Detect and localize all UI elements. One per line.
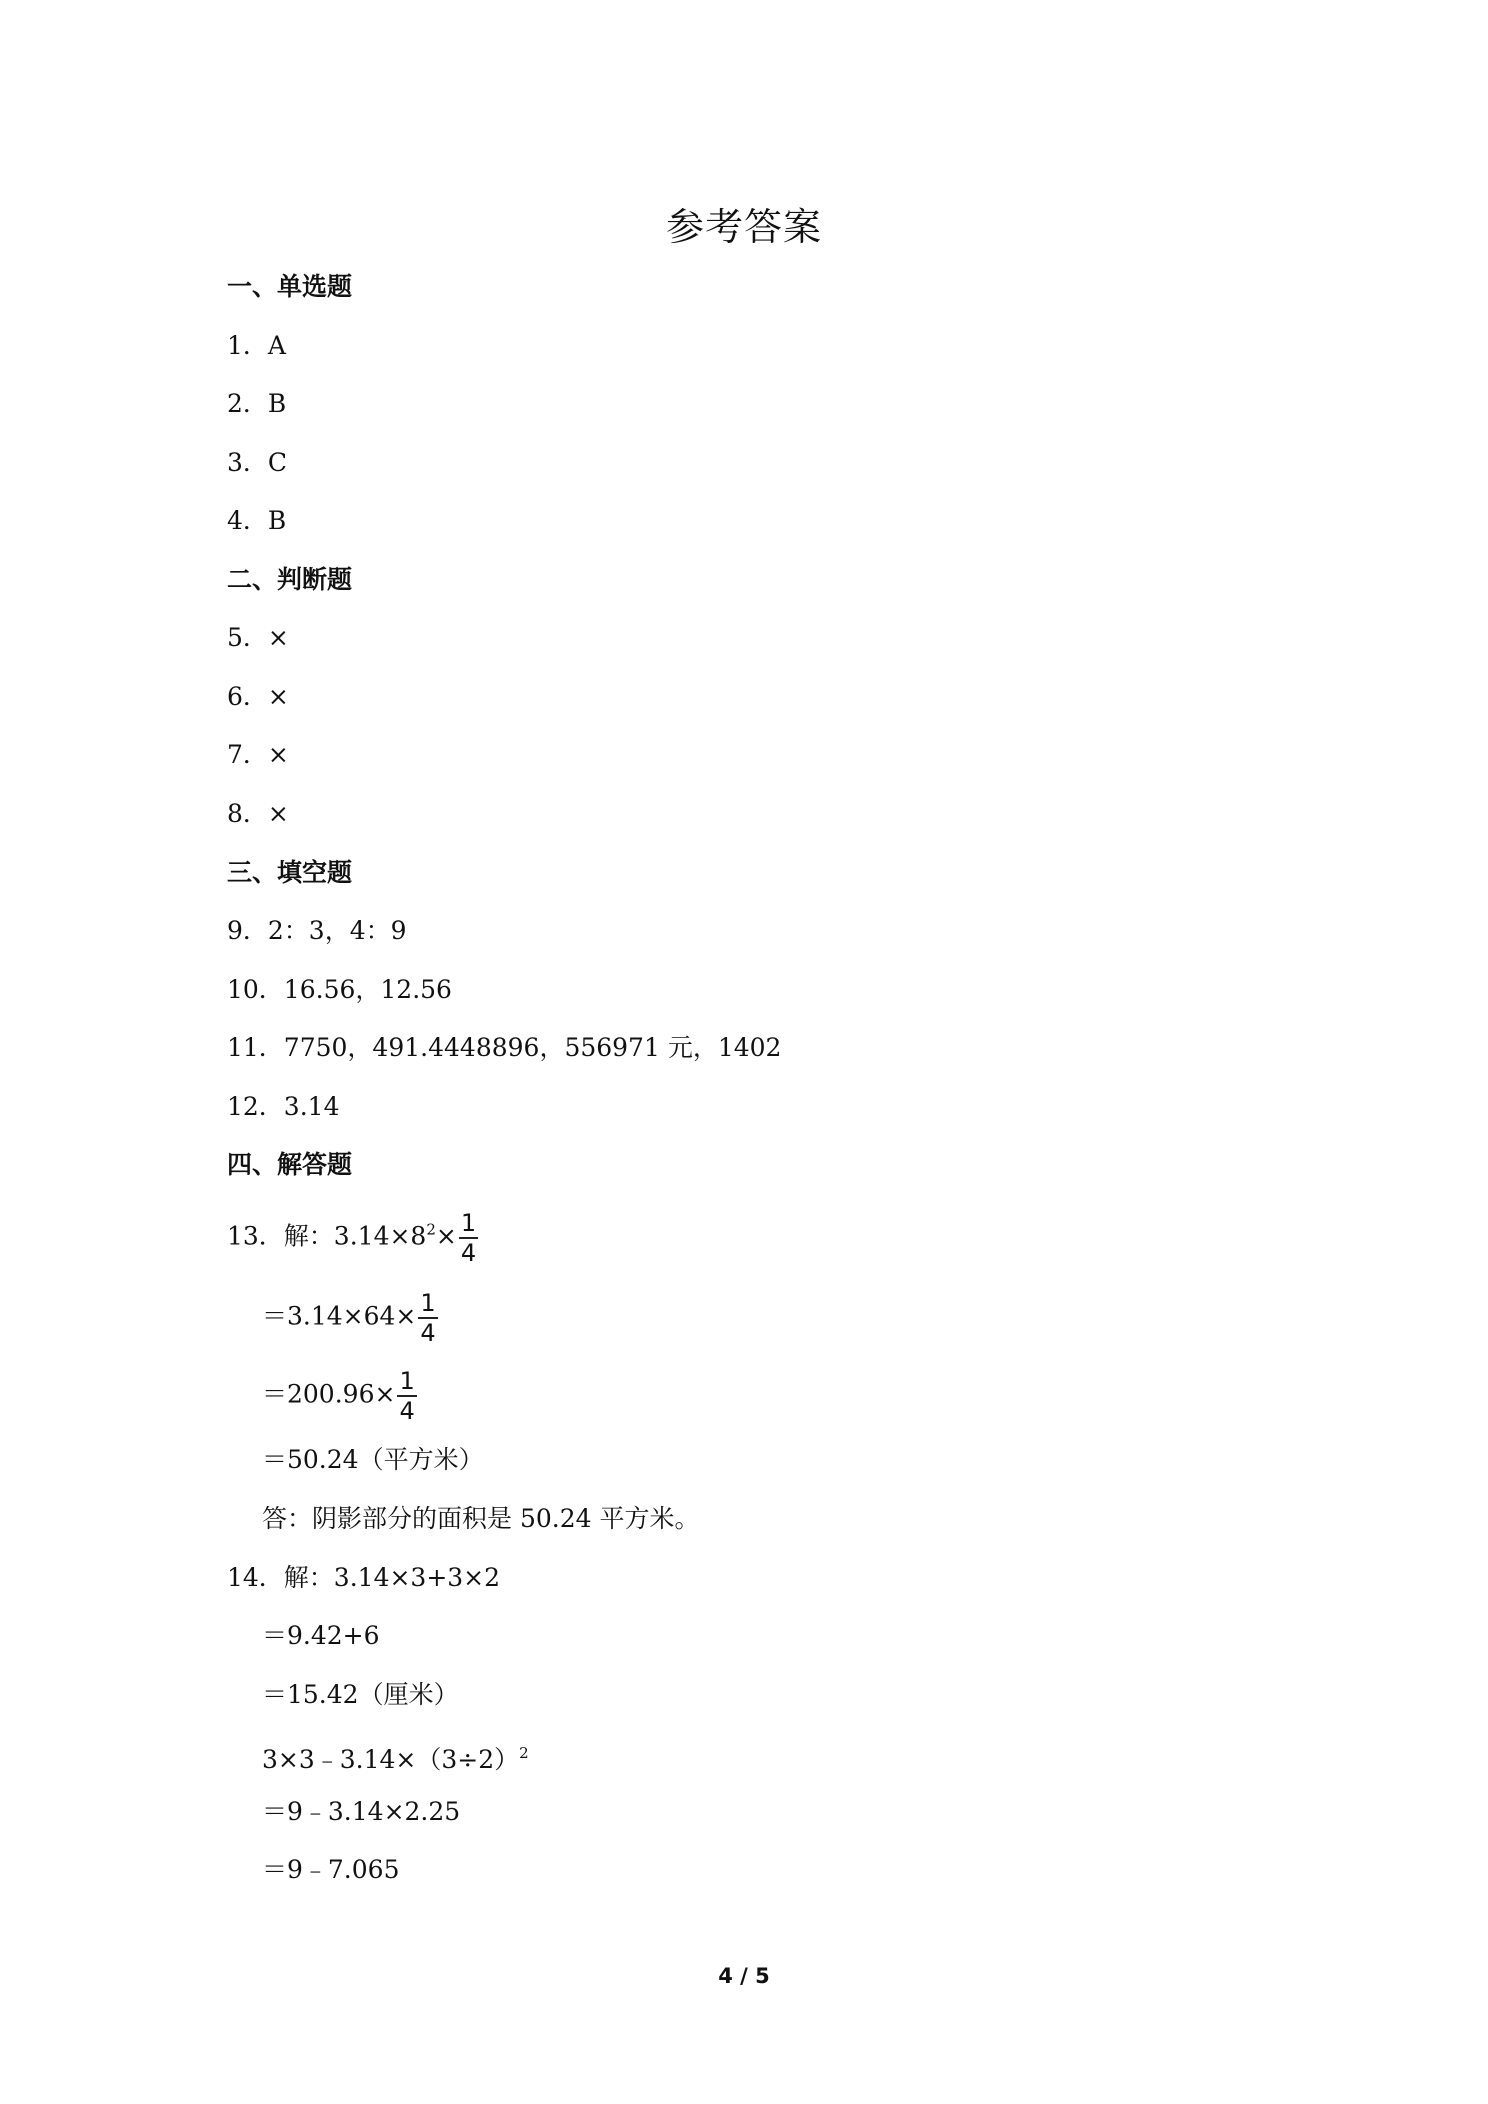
page-number: 4 / 5	[718, 1964, 770, 1988]
answer-9: 9．2：3，4：9	[227, 916, 407, 945]
answer-12: 12．3.14	[227, 1092, 340, 1121]
answer-7: 7．×	[227, 740, 289, 769]
q14-expr: 3×3﹣3.14×（3÷2）	[262, 1745, 520, 1774]
q13-answer: 答：阴影部分的面积是 50.24 平方米。	[262, 1504, 700, 1533]
fraction-numerator: 1	[420, 1289, 436, 1317]
q13-expr-start: 13．解：3.14×8	[227, 1221, 427, 1251]
section-heading-single-choice: 一、单选题	[227, 272, 353, 301]
q13-line-4: ＝50.24（平方米）	[262, 1445, 484, 1474]
q13-line-3	[262, 1368, 417, 1424]
q13-line-2	[262, 1290, 438, 1346]
q13-step-2: ＝3.14×64×	[262, 1301, 417, 1331]
page-title: 参考答案	[665, 205, 822, 249]
fraction	[418, 1290, 437, 1346]
fraction	[397, 1368, 416, 1424]
answer-8: 8．×	[227, 799, 289, 828]
answer-10: 10．16.56，12.56	[227, 975, 452, 1004]
fraction-numerator: 1	[460, 1209, 477, 1237]
answer-5: 5．×	[227, 623, 289, 652]
section-heading-true-false: 二、判断题	[227, 565, 353, 594]
fraction-denominator: 4	[460, 1239, 477, 1267]
answer-3: 3．C	[227, 448, 288, 477]
q14-line-6: ＝9﹣7.065	[262, 1855, 400, 1884]
section-heading-solutions: 四、解答题	[227, 1150, 353, 1179]
q14-line-2: ＝9.42+6	[262, 1621, 380, 1650]
q13-exponent: 2	[426, 1220, 436, 1239]
fraction-numerator: 1	[399, 1367, 415, 1395]
q13-times: ×	[435, 1221, 457, 1251]
fraction-denominator: 4	[420, 1319, 436, 1347]
q14-line-5: ＝9﹣3.14×2.25	[262, 1797, 461, 1826]
answer-11: 11．7750，491.4448896，556971 元，1402	[227, 1033, 782, 1062]
answer-1: 1．A	[227, 331, 286, 360]
section-heading-fill-blank: 三、填空题	[227, 858, 353, 887]
fraction	[459, 1210, 478, 1266]
q13-line-1	[227, 1210, 478, 1266]
answer-6: 6．×	[227, 682, 289, 711]
q14-line-4	[262, 1736, 529, 1777]
fraction-denominator: 4	[399, 1397, 415, 1425]
q14-line-3: ＝15.42（厘米）	[262, 1680, 459, 1709]
q13-step-3: ＝200.96×	[262, 1379, 396, 1409]
answer-2: 2．B	[227, 389, 287, 418]
q14-exponent: 2	[519, 1744, 529, 1762]
answer-4: 4．B	[227, 506, 287, 535]
q14-line-1: 14．解：3.14×3+3×2	[227, 1563, 501, 1592]
